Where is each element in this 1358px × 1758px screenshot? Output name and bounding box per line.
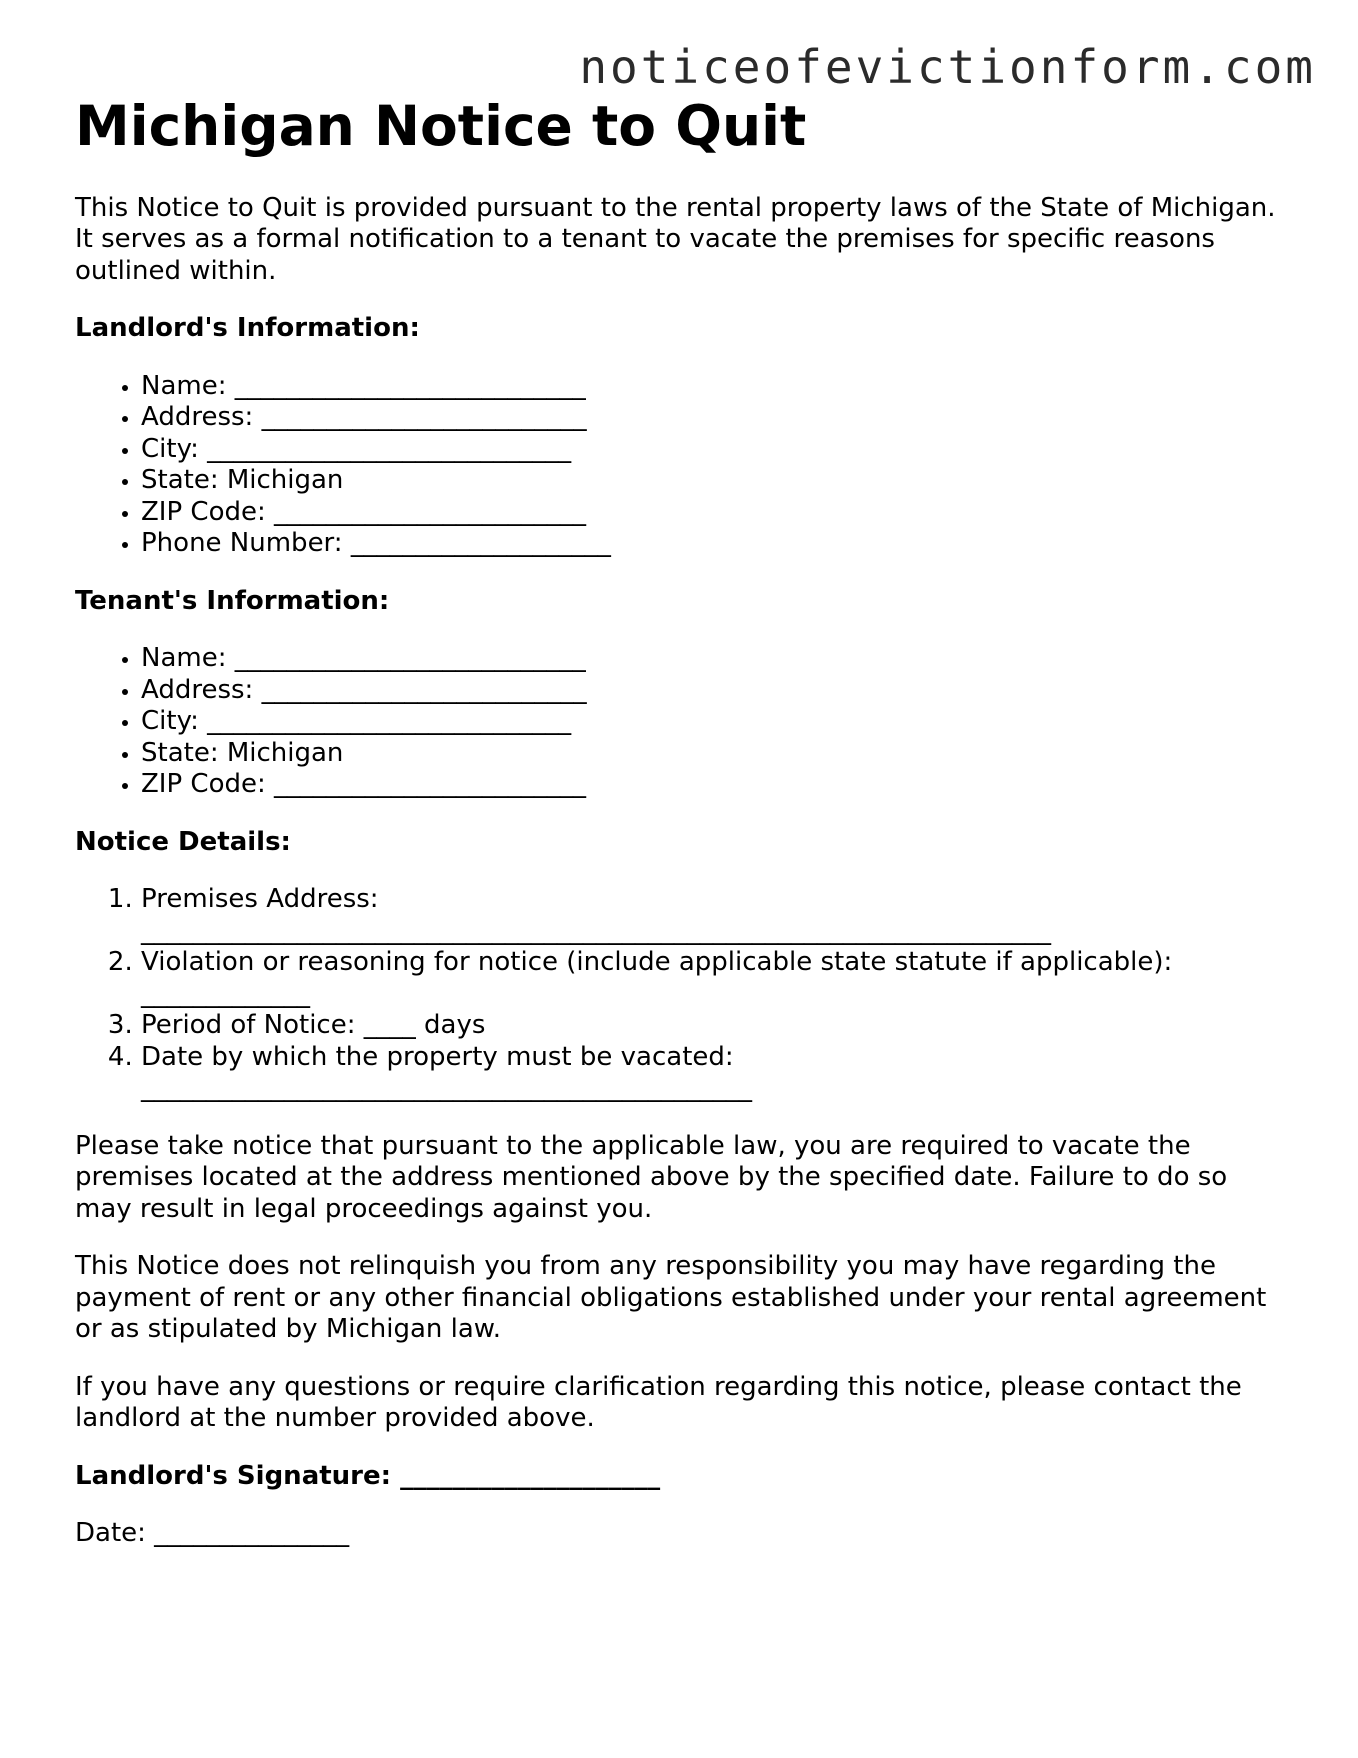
violation-reason-item <box>141 947 1285 1010</box>
notice-period-label: Period of Notice: ____ days <box>141 1010 486 1040</box>
landlord-info-heading: Landlord's Information: <box>75 313 420 343</box>
tenant-address-field: • Address: _________________________ <box>141 675 1285 707</box>
premises-address-item <box>141 884 1285 947</box>
tenant-state-field: • State: Michigan <box>141 738 1285 770</box>
landlord-name-field: • Name: ___________________________ <box>141 371 1285 403</box>
landlord-zip-field: • ZIP Code: ________________________ <box>141 497 1285 529</box>
contact-paragraph: If you have any questions or require clarification regarding this notice, please contact the landlord at the number provided above. <box>75 1371 1242 1433</box>
intro-paragraph: This Notice to Quit is provided pursuant to the rental property laws of the State of Michigan. It serves as a formal notification to a tenant to vacate the premises for specific reasons outlined within. <box>75 192 1276 286</box>
landlord-city-field: • City: ____________________________ <box>141 434 1285 466</box>
tenant-city-field: • City: ____________________________ <box>141 706 1285 738</box>
premises-address-blank: ______________________________________________________________________ <box>141 915 1051 946</box>
landlord-address-field: • Address: _________________________ <box>141 402 1285 434</box>
notice-period-item <box>141 1010 1285 1042</box>
landlord-phone-field: • Phone Number: ____________________ <box>141 528 1285 560</box>
notice-details-list <box>75 884 1285 1105</box>
landlord-info-list <box>75 371 1285 560</box>
landlord-state-field: • State: Michigan <box>141 465 1285 497</box>
tenant-zip-field: • ZIP Code: ________________________ <box>141 769 1285 801</box>
date-line: Date: _______________ <box>75 1518 350 1548</box>
page-title: Michigan Notice to Quit <box>75 94 807 158</box>
violation-reason-label: Violation or reasoning for notice (include applicable state statute if applicable): <box>141 947 1173 977</box>
notice-details-heading: Notice Details: <box>75 826 291 857</box>
site-watermark: noticeofevictionform.com <box>579 40 1316 94</box>
tenant-info-list <box>75 643 1285 801</box>
vacate-date-blank: _______________________________________________ <box>141 1073 752 1103</box>
document-page <box>75 96 1285 1550</box>
tenant-info-heading: Tenant's Information: <box>75 585 390 616</box>
vacate-date-item <box>141 1042 1285 1105</box>
landlord-signature-line: Landlord's Signature: ____________________ <box>75 1460 661 1491</box>
obligations-paragraph: This Notice does not relinquish you from any responsibility you may have regarding the payment of rent or any other financial obligations established under your rental agreement or as stipulated by Michigan law. <box>75 1251 1267 1344</box>
premises-address-label: Premises Address: <box>141 884 379 914</box>
vacate-notice-paragraph: Please take notice that pursuant to the applicable law, you are required to vacate the premises located at the address mentioned above by the specified date. Failure to do so may result in legal proceedings against you. <box>75 1130 1228 1224</box>
violation-reason-blank: _____________ <box>141 978 310 1009</box>
tenant-name-field: • Name: ___________________________ <box>141 643 1285 675</box>
vacate-date-label: Date by which the property must be vacated: <box>141 1041 734 1072</box>
